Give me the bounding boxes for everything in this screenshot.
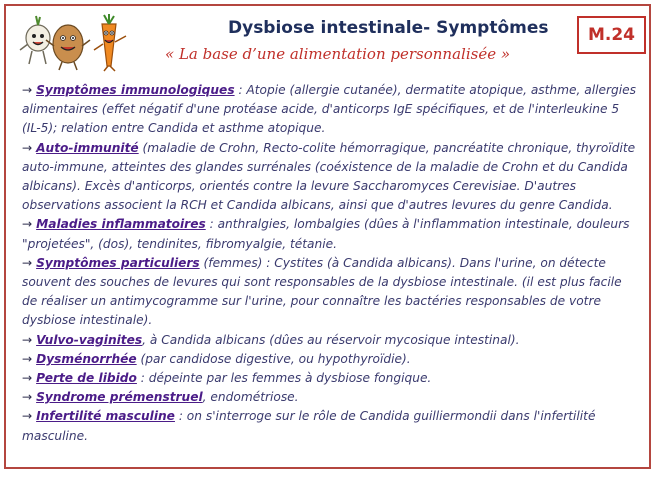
list-item (22, 350, 640, 369)
list-item (22, 81, 640, 139)
symptom-list (22, 81, 640, 446)
list-item (22, 254, 640, 331)
term-label: Dysménorrhée (36, 351, 137, 366)
term-description: : dépeinte par les femmes à dysbiose fongique. (136, 371, 432, 386)
list-item (22, 407, 640, 445)
term-label: Maladies inflammatoires (36, 217, 206, 232)
arrow-icon: → (22, 332, 33, 347)
term-description: (par candidose digestive, ou hypothyroïdie). (136, 351, 411, 366)
page-title: Dysbiose intestinale- Symptômes (228, 18, 549, 38)
term-description: (maladie de Crohn, Recto-colite hémorragique, pancréatite chronique, thyroïdite auto-immune, atteintes des glandes surrénales (coéxistence de la maladie de Crohn et du Candida albicans). Excès d'anticorps, orientés contre la levure Saccharomyces Cerevisiae. D'autres observations associent la RCH et Candida albicans, ainsi que d'autres levures du genre Candida. (22, 140, 636, 213)
list-item (22, 139, 640, 216)
arrow-icon: → (22, 83, 33, 97)
list-item (22, 369, 640, 388)
vegetables-cartoon-icon (16, 14, 136, 72)
term-label: Infertilité masculine (36, 409, 175, 424)
term-label: Auto-immunité (36, 140, 139, 155)
list-item (22, 215, 640, 253)
term-description: : Atopie (allergie cutanée), dermatite atopique, asthme, allergies alimentaires (effet négatif d'une protéase acide, d'anticorps IgE spécifiques, et de l'interleukine 5 (IL-5); relation entre Candida et asthme atopique. (22, 83, 636, 136)
term-label: Symptômes immunologiques (36, 83, 235, 97)
module-badge: M.24 (577, 16, 646, 54)
term-label: Perte de libido (36, 371, 137, 386)
slide-frame (4, 4, 651, 469)
term-description: (femmes) : Cystites (à Candida albicans). Dans l'urine, on détecte souvent des souches de levures qui sont responsables de la dysbiose intestinale. (il est plus facile de réaliser un antimycogramme sur l'urine, pour connaître les bactéries responsables de votre dysbiose intestinale). (22, 255, 622, 328)
arrow-icon: → (22, 255, 33, 270)
list-item (22, 331, 640, 350)
term-label: Syndrome prémenstruel (36, 390, 203, 405)
term-label: Vulvo-vaginites (36, 332, 143, 347)
arrow-icon: → (22, 140, 33, 155)
term-description: , endométriose. (202, 390, 299, 405)
arrow-icon: → (22, 351, 33, 366)
page-subtitle: « La base d’une alimentation personnalisée » (165, 45, 511, 63)
term-description: , à Candida albicans (dûes au réservoir mycosique intestinal). (142, 332, 520, 347)
term-description: : anthralgies, lombalgies (dûes à l'inflammation intestinale, douleurs "projetées", (dos), tendinites, fibromyalgie, tétanie. (22, 217, 630, 251)
term-description: : on s'interroge sur le rôle de Candida guilliermondii dans l'infertilité masculine. (22, 409, 596, 443)
arrow-icon: → (22, 409, 33, 424)
list-item (22, 388, 640, 407)
arrow-icon: → (22, 371, 33, 386)
arrow-icon: → (22, 217, 33, 232)
term-label: Symptômes particuliers (36, 255, 200, 270)
arrow-icon: → (22, 390, 33, 405)
